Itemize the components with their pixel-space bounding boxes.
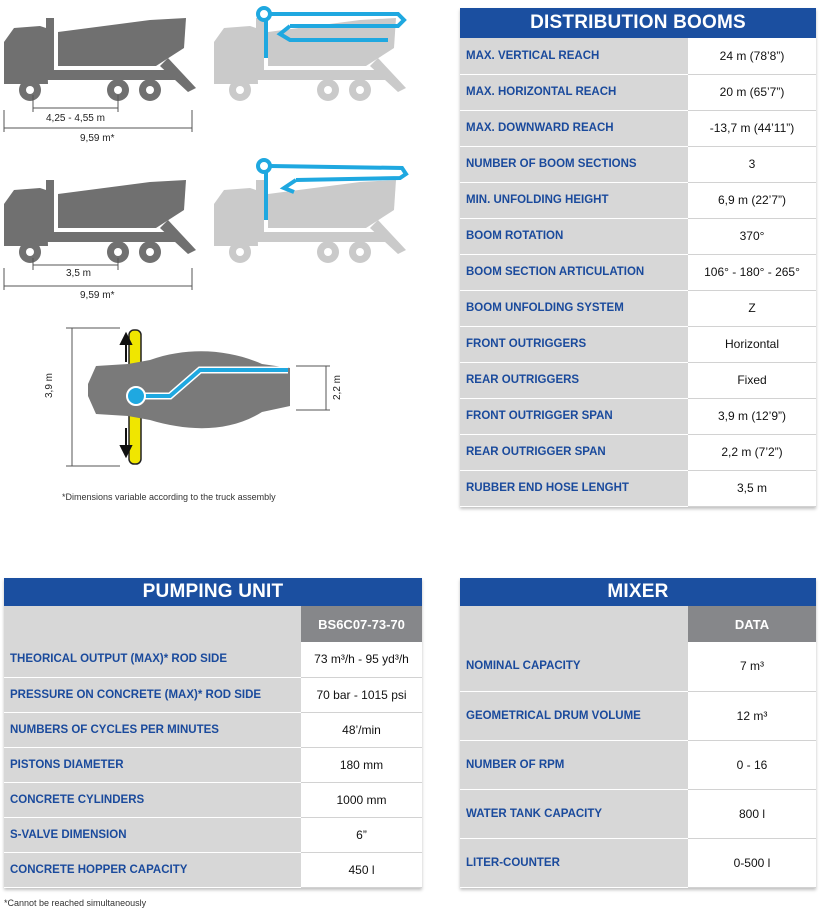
spec-value: 7 m³ xyxy=(688,642,816,691)
spec-label: REAR OUTRIGGER SPAN xyxy=(460,434,688,470)
spec-value: 6,9 m (22’7”) xyxy=(688,182,816,218)
spec-label: MAX. DOWNWARD REACH xyxy=(460,110,688,146)
spec-row xyxy=(460,146,816,182)
pumping-unit-rows xyxy=(4,642,422,887)
spec-label: MAX. VERTICAL REACH xyxy=(460,38,688,74)
spec-row xyxy=(4,782,422,817)
spec-label: BOOM UNFOLDING SYSTEM xyxy=(460,290,688,326)
spec-row xyxy=(4,747,422,782)
mixer-rows xyxy=(460,642,816,887)
dimension-lines-2 xyxy=(4,258,192,290)
spec-label: FRONT OUTRIGGERS xyxy=(460,326,688,362)
spec-row xyxy=(460,290,816,326)
truck-side-view-1-boom xyxy=(214,8,406,101)
spec-value: Fixed xyxy=(688,362,816,398)
spec-value: 0-500 l xyxy=(688,838,816,887)
spec-label: MAX. HORIZONTAL REACH xyxy=(460,74,688,110)
spec-label: FRONT OUTRIGGER SPAN xyxy=(460,398,688,434)
truck-diagrams xyxy=(0,0,440,520)
spec-value: 1000 mm xyxy=(301,782,422,817)
spec-value: 12 m³ xyxy=(688,691,816,740)
truck2-total-length: 9,59 m* xyxy=(80,290,115,301)
spec-label: REAR OUTRIGGERS xyxy=(460,362,688,398)
spec-value: Horizontal xyxy=(688,326,816,362)
spec-row xyxy=(460,789,816,838)
truck-side-view-2 xyxy=(4,180,196,263)
spec-row xyxy=(460,254,816,290)
mixer-title: MIXER xyxy=(460,578,816,606)
spec-value: 48’/min xyxy=(301,712,422,747)
spec-row xyxy=(460,326,816,362)
pumping-unit-title: PUMPING UNIT xyxy=(4,578,422,606)
spec-row xyxy=(460,218,816,254)
spec-value: 450 l xyxy=(301,852,422,887)
truck-top-view xyxy=(66,328,330,466)
spec-value: 24 m (78’8”) xyxy=(688,38,816,74)
spec-row xyxy=(460,110,816,146)
truck2-inner-dimension: 3,5 m xyxy=(66,268,92,279)
spec-label: THEORICAL OUTPUT (MAX)* ROD SIDE xyxy=(4,642,301,677)
spec-row xyxy=(460,434,816,470)
spec-label: S-VALVE DIMENSION xyxy=(4,817,301,852)
spec-label: BOOM ROTATION xyxy=(460,218,688,254)
truck1-total-length: 9,59 m* xyxy=(80,133,115,144)
spec-row xyxy=(460,740,816,789)
spec-value: 0 - 16 xyxy=(688,740,816,789)
spec-row xyxy=(4,817,422,852)
spec-value: 70 bar - 1015 psi xyxy=(301,677,422,712)
pumping-unit-header-blank xyxy=(4,606,301,642)
spec-value: 106° - 180° - 265° xyxy=(688,254,816,290)
spec-label: PISTONS DIAMETER xyxy=(4,747,301,782)
distribution-booms-title: DISTRIBUTION BOOMS xyxy=(460,8,816,38)
spec-row xyxy=(460,38,816,74)
spec-value: 370° xyxy=(688,218,816,254)
spec-value: 3,5 m xyxy=(688,470,816,506)
rear-span-label: 2,2 m xyxy=(332,374,343,400)
spec-value: 180 mm xyxy=(301,747,422,782)
spec-label: MIN. UNFOLDING HEIGHT xyxy=(460,182,688,218)
spec-label: PRESSURE ON CONCRETE (MAX)* ROD SIDE xyxy=(4,677,301,712)
spec-row xyxy=(460,691,816,740)
spec-value: 20 m (65’7”) xyxy=(688,74,816,110)
spec-row xyxy=(4,712,422,747)
spec-value: 73 m³/h - 95 yd³/h xyxy=(301,642,422,677)
distribution-booms-table xyxy=(460,8,816,507)
truck-side-view-1 xyxy=(4,18,196,101)
pumping-unit-note: *Cannot be reached simultaneously xyxy=(4,898,147,908)
mixer-header-blank xyxy=(460,606,688,642)
spec-label: GEOMETRICAL DRUM VOLUME xyxy=(460,691,688,740)
spec-row xyxy=(460,838,816,887)
front-span-label: 3,9 m xyxy=(44,372,55,398)
spec-label: WATER TANK CAPACITY xyxy=(460,789,688,838)
spec-label: CONCRETE HOPPER CAPACITY xyxy=(4,852,301,887)
spec-row xyxy=(4,677,422,712)
spec-label: NUMBERS OF CYCLES PER MINUTES xyxy=(4,712,301,747)
spec-label: CONCRETE CYLINDERS xyxy=(4,782,301,817)
spec-value: 3,9 m (12’9”) xyxy=(688,398,816,434)
spec-row xyxy=(460,362,816,398)
truck-diagrams-svg xyxy=(0,0,440,520)
spec-value: 2,2 m (7’2”) xyxy=(688,434,816,470)
spec-value: 6” xyxy=(301,817,422,852)
mixer-table xyxy=(460,578,816,888)
spec-label: BOOM SECTION ARTICULATION xyxy=(460,254,688,290)
pumping-unit-table xyxy=(4,578,422,888)
spec-label: NUMBER OF BOOM SECTIONS xyxy=(460,146,688,182)
truck1-inner-dimension: 4,25 - 4,55 m xyxy=(46,113,105,124)
dimensions-note: *Dimensions variable according to the truck assembly xyxy=(62,492,276,502)
spec-row xyxy=(460,642,816,691)
spec-row xyxy=(4,642,422,677)
spec-row xyxy=(460,470,816,506)
mixer-data-header: DATA xyxy=(688,606,816,642)
spec-value: -13,7 m (44’11”) xyxy=(688,110,816,146)
spec-label: RUBBER END HOSE LENGHT xyxy=(460,470,688,506)
spec-value: 800 l xyxy=(688,789,816,838)
distribution-booms-rows xyxy=(460,38,816,506)
spec-row xyxy=(460,182,816,218)
truck-side-view-2-boom xyxy=(214,160,406,263)
spec-value: 3 xyxy=(688,146,816,182)
pumping-unit-model: BS6C07-73-70 xyxy=(301,606,422,642)
spec-value: Z xyxy=(688,290,816,326)
spec-row xyxy=(460,398,816,434)
spec-row xyxy=(4,852,422,887)
spec-label: NUMBER OF RPM xyxy=(460,740,688,789)
spec-row xyxy=(460,74,816,110)
spec-label: NOMINAL CAPACITY xyxy=(460,642,688,691)
spec-label: LITER-COUNTER xyxy=(460,838,688,887)
